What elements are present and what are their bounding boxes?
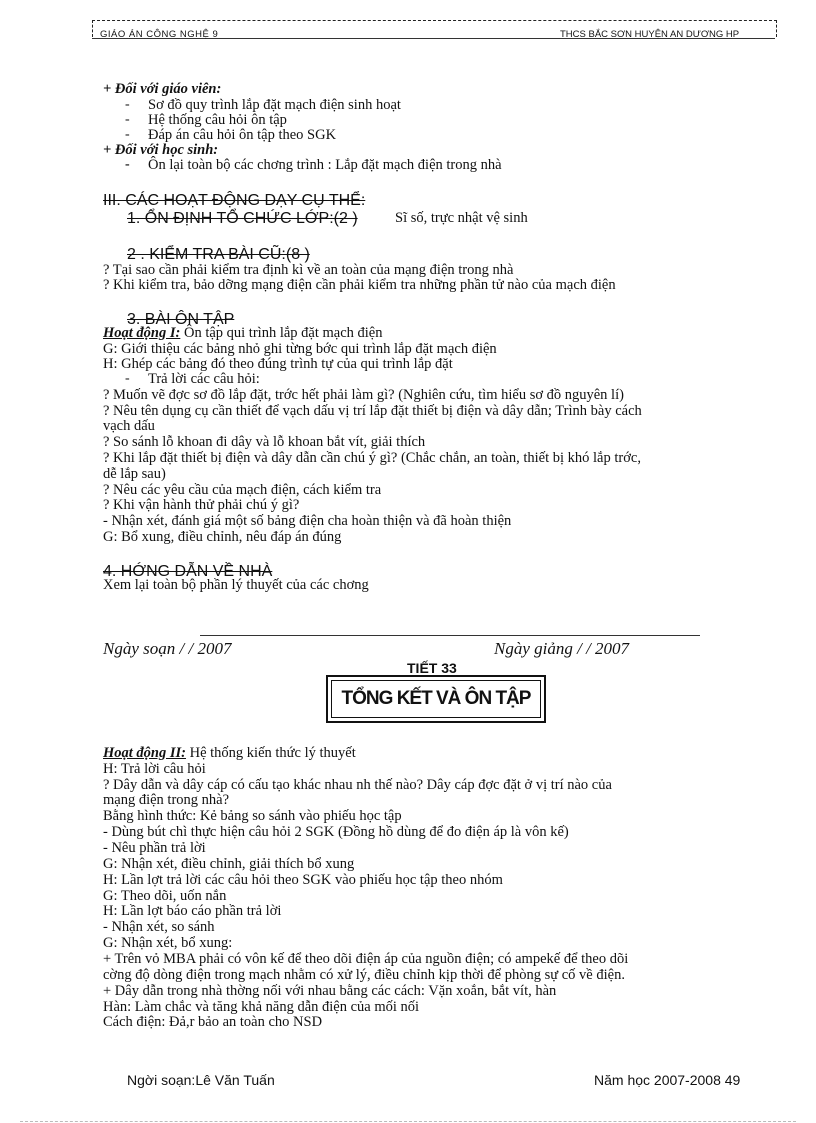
bullet: - <box>125 112 130 127</box>
text-line: H: Lần lợt trả lời các câu hỏi theo SGK vào phiếu học tập theo nhóm <box>103 872 503 888</box>
lesson-title-box <box>326 675 546 723</box>
text-line: + Trên vỏ MBA phải có vôn kế để theo dõi điện áp của nguồn điện; có ampekế để theo dõi <box>103 951 629 967</box>
text-line: - Dùng bút chì thực hiện câu hỏi 2 SGK (Đồng hồ dùng để đo điện áp là vôn kế) <box>103 824 569 840</box>
date-giang: Ngày giảng / / 2007 <box>494 639 630 658</box>
text-line: Bằng hình thức: Kẻ bảng so sánh vào phiếu học tập <box>103 808 402 824</box>
section-item-2: 2 . KIỂM TRA BÀI CŨ:(8 ) <box>127 246 310 263</box>
text-line: ? Dây dẫn và dây cáp có cấu tạo khác nhau nh thế nào? Dây cáp đợc đặt ở vị trí nào của <box>103 777 612 793</box>
activity-2-label: Hoạt động II: <box>103 745 186 761</box>
text-line: - Nhận xét, đánh giá một số bảng điện cha hoàn thiện và đã hoàn thiện <box>103 513 512 529</box>
text-line: dễ lắp sau) <box>103 466 166 482</box>
text-line: Cách điện: Đả,r bảo an toàn cho NSD <box>103 1014 323 1030</box>
text-line: G: Nhận xét, bổ xung: <box>103 935 233 951</box>
text-line: Trả lời các câu hỏi: <box>148 371 260 387</box>
page-bottom-border <box>20 1121 796 1122</box>
activity-1-heading <box>103 325 383 341</box>
text-line: ? Khi vận hành thử phải chú ý gì? <box>103 497 300 513</box>
activity-2-heading <box>103 745 356 761</box>
student-heading: + Đối với học sinh: <box>103 142 219 158</box>
list-item: Sơ đồ quy trình lắp đặt mạch điện sinh hoạt <box>148 97 401 113</box>
lesson-title: TỔNG KẾT VÀ ÔN TẬP <box>331 680 541 718</box>
text-line: G: Giới thiệu các bảng nhỏ ghi từng bớc qui trình lắp đặt mạch điện <box>103 341 497 357</box>
list-item: Ôn lại toàn bộ các chơng trình : Lắp đặt mạch điện trong nhà <box>148 157 502 173</box>
text-line: + Dây dẫn trong nhà thờng nối với nhau bằng các cách: Vặn xoắn, bắt vít, hàn <box>103 983 557 999</box>
activity-1-title: Ôn tập qui trình lắp đặt mạch điện <box>183 325 383 341</box>
text-line: G: Nhận xét, điều chỉnh, giải thích bổ xung <box>103 856 355 872</box>
text-line: G: Bổ xung, điều chỉnh, nêu đáp án đúng <box>103 529 342 545</box>
text-line: ? Muốn vẽ đợc sơ đồ lắp đặt, trớc hết phải làm gì? (Nghiên cứu, tìm hiểu sơ đồ nguyên lí) <box>103 387 624 403</box>
text-line: H: Trả lời câu hỏi <box>103 761 206 777</box>
text-line: H: Lần lợt báo cáo phần trả lời <box>103 903 282 919</box>
text-line: - Nhận xét, so sánh <box>103 919 215 935</box>
footer-year-page: Năm học 2007-2008 49 <box>594 1072 741 1088</box>
section-item-3: 3. BÀI ÔN TẬP <box>127 311 235 328</box>
text-line: ? Khi lắp đặt thiết bị điện và dây dẫn cần chú ý gì? (Chắc chắn, an toàn, thiết bị khó lắp trớc, <box>103 450 641 466</box>
footer-author: Ngời soạn:Lê Văn Tuấn <box>127 1072 275 1088</box>
text-line: ? So sánh lỗ khoan đi dây và lỗ khoan bắt vít, giải thích <box>103 434 426 450</box>
section-item-4: 4. HỚNG DẪN VỀ NHÀ <box>103 563 273 580</box>
bullet: - <box>125 371 130 386</box>
header-right: THCS BẮC SƠN HUYỆN AN DƯƠNG HP <box>560 29 740 40</box>
teacher-heading: + Đối với giáo viên: <box>103 81 222 97</box>
activity-2-title: Hệ thống kiến thức lý thuyết <box>189 745 356 761</box>
list-item: Hệ thống câu hỏi ôn tập <box>148 112 287 128</box>
text-line: H: Ghép các bảng đó theo đúng trình tự của qui trình lắp đặt <box>103 356 453 372</box>
text-line: mạng điện trong nhà? <box>103 792 230 808</box>
bullet: - <box>125 97 130 112</box>
section-title: III. CÁC HOẠT ĐỘNG DẠY CỤ THỂ: <box>103 192 366 209</box>
text-line: Xem lại toàn bộ phần lý thuyết của các chơng <box>103 577 369 593</box>
text-line: ? Nêu các yêu cầu của mạch điện, cách kiểm tra <box>103 482 382 498</box>
date-divider <box>200 635 700 636</box>
activity-1-label: Hoạt động I: <box>103 325 181 341</box>
list-item: Đáp án câu hỏi ôn tập theo SGK <box>148 127 337 143</box>
date-soan: Ngày soạn / / 2007 <box>103 639 232 658</box>
bullet: - <box>125 157 130 172</box>
text-line: ? Nêu tên dụng cụ cần thiết để vạch dấu vị trí lắp đặt thiết bị điện và dây dẫn; Trình bày cách <box>103 403 642 419</box>
text-line: G: Theo dõi, uốn nắn <box>103 888 227 904</box>
section-item-1: 1. ỔN ĐỊNH TỔ CHỨC LỚP:(2 ) <box>127 210 358 227</box>
section-item-1-note: Sĩ số, trực nhật vệ sinh <box>395 210 528 226</box>
text-line: - Nêu phần trả lời <box>103 840 206 856</box>
text-line: cờng độ dòng điện trong mạch nhằm có xử lý, điều chỉnh kịp thời để phòng sự cố về điện. <box>103 967 625 983</box>
lesson-number: TIẾT 33 <box>407 660 457 676</box>
header-left: GIÁO ÁN CÔNG NGHỆ 9 <box>100 29 219 40</box>
text-line: vạch dấu <box>103 418 155 434</box>
text-line: ? Tại sao cần phải kiểm tra định kì về an toàn của mạng điện trong nhà <box>103 262 514 278</box>
text-line: Hàn: Làm chắc và tăng khả năng dẫn điện của mối nối <box>103 999 420 1015</box>
bullet: - <box>125 127 130 142</box>
text-line: ? Khi kiểm tra, bảo dỡng mạng điện cần phải kiểm tra những phần tử nào của mạch điện <box>103 277 616 293</box>
